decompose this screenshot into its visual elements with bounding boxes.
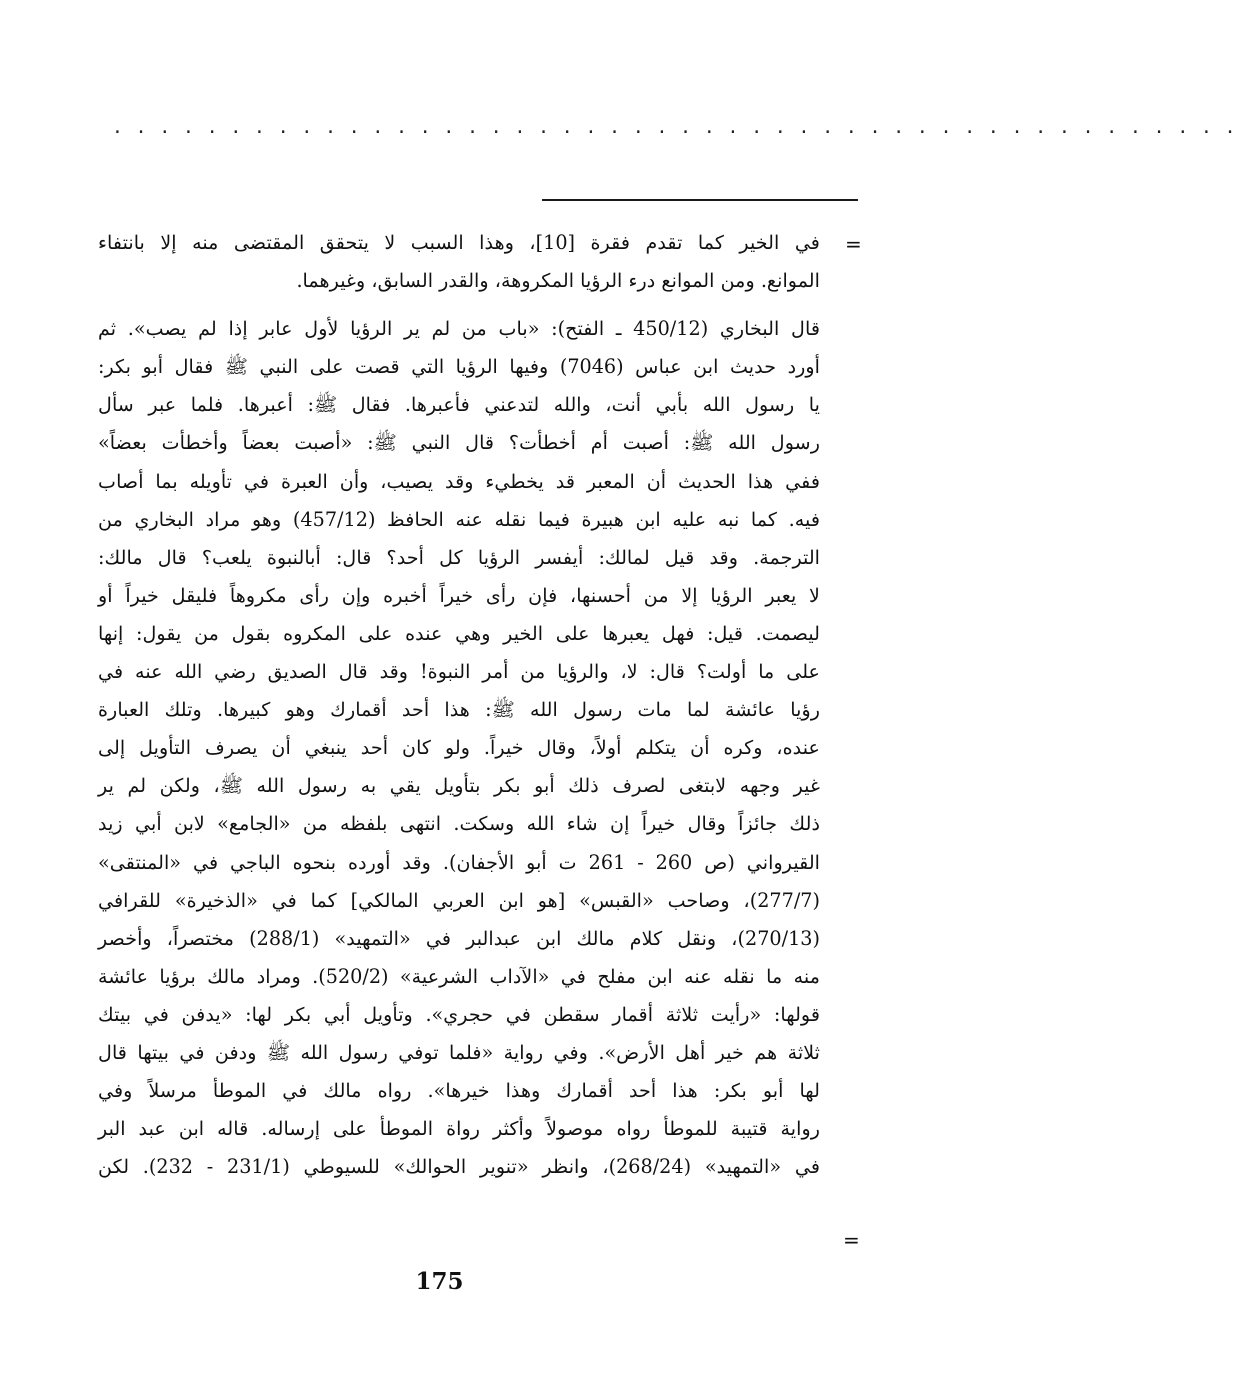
text-line: على ما أولت؟ قال: لا، والرؤيا من أمر النبوة! وقد قال الصديق رضي الله عنه في <box>98 660 820 684</box>
text-line: رسول الله ﷺ: أصبت أم أخطأت؟ قال النبي ﷺ: «أصبت بعضاً وأخطأت بعضاً» <box>98 431 820 455</box>
text-line: فيه. كما نبه عليه ابن هبيرة فيما نقله عنه الحافظ (457/12) وهو مراد البخاري من <box>98 507 820 531</box>
text-line: منه ما نقله عنه ابن مفلح في «الآداب الشرعية» (520/2). ومراد مالك برؤيا عائشة <box>98 964 820 988</box>
text-line: (270/13)، ونقل كلام مالك ابن عبدالبر في «التمهيد» (288/1) مختصراً، وأخصر <box>98 926 820 950</box>
paragraph-gap <box>98 300 820 310</box>
text-line: الترجمة. وقد قيل لمالك: أيفسر الرؤيا كل أحد؟ قال: أبالنبوة يلعب؟ قال مالك: <box>98 545 820 569</box>
text-line: في الخير كما تقدم فقرة [10]، وهذا السبب لا يتحقق المقتضى منه إلا بانتفاء <box>98 231 820 254</box>
page-number: 175 <box>415 1268 464 1295</box>
text-line: غير وجهه لابتغى لصرف ذلك أبو بكر بتأويل يقي به رسول الله ﷺ، ولكن لم ير <box>98 774 820 798</box>
text-line: يا رسول الله بأبي أنت، والله لتدعني فأعبرها. فقال ﷺ: أعبرها. فلما عبر سأل <box>98 393 820 417</box>
text-line: في «التمهيد» (268/24)، وانظر «تنوير الحوالك» للسيوطي (231/1 - 232). لكن <box>98 1155 820 1179</box>
footnote-rule <box>542 199 858 201</box>
text-line: رؤيا عائشة لما مات رسول الله ﷺ: هذا أحد أقمارك وهو كبيرها. وتلك العبارة <box>98 698 820 722</box>
text-line: الموانع. ومن الموانع درء الرؤيا المكروهة، والقدر السابق، وغيرهما. <box>296 269 820 293</box>
text-line: ففي هذا الحديث أن المعبر قد يخطيء وقد يصيب، وأن العبرة في تأويله بما أصاب <box>98 469 820 493</box>
text-line: أورد حديث ابن عباس (7046) وفيها الرؤيا التي قصت على النبي ﷺ فقال أبو بكر: <box>98 355 820 379</box>
text-line: لا يعبر الرؤيا إلا من أحسنها، فإن رأى خيراً أخبره وإن رأى مكروهاً فليقل خيراً أو <box>98 583 820 607</box>
text-line: ذلك جائزاً وقال خيراً إن شاء الله وسكت. انتهى بلفظه من «الجامع» لابن أبي زيد <box>98 812 820 836</box>
text-line: عنده، وكره أن يتكلم أولاً، وقال خيراً. ولو كان أحد ينبغي أن يصرف التأويل إلى <box>98 736 820 760</box>
text-line: رواية قتيبة للموطأ رواه موصولاً وأكثر رواة الموطأ على إرساله. قاله ابن عبد البر <box>98 1117 820 1141</box>
dotted-separator: . . . . . . . . . . . . . . . . . . . . . . . . . . . . . . . . . . . . . . . . . . . . . . . . <box>112 117 1237 138</box>
text-line: القيرواني (ص 260 - 261 ت أبو الأجفان). وقد أورده بنحوه الباجي في «المنتقى» <box>98 850 820 874</box>
text-line: لها أبو بكر: هذا أحد أقمارك وهذا خيرها». رواه مالك في الموطأ مرسلاً وفي <box>98 1079 820 1103</box>
text-line: قولها: «رأيت ثلاثة أقمار سقطن في حجري». وتأويل أبي بكر لها: «يدفن في بيتك <box>98 1002 820 1026</box>
continuation-mark-bottom: = <box>843 1228 860 1252</box>
text-line: ثلاثة هم خير أهل الأرض». وفي رواية «فلما توفي رسول الله ﷺ ودفن في بيتها قال <box>98 1040 820 1064</box>
text-line: (277/7)، وصاحب «القبس» [هو ابن العربي المالكي] كما في «الذخيرة» للقرافي <box>98 888 820 912</box>
continuation-mark-top: = <box>845 232 862 256</box>
text-line: ليصمت. قيل: فهل يعبرها على الخير وهي عنده على المكروه بقول من يقول: إنها <box>98 621 820 645</box>
text-line: قال البخاري (450/12 ـ الفتح): «باب من لم ير الرؤيا لأول عابر إذا لم يصب». ثم <box>98 317 820 341</box>
footnote-text <box>98 224 820 1186</box>
